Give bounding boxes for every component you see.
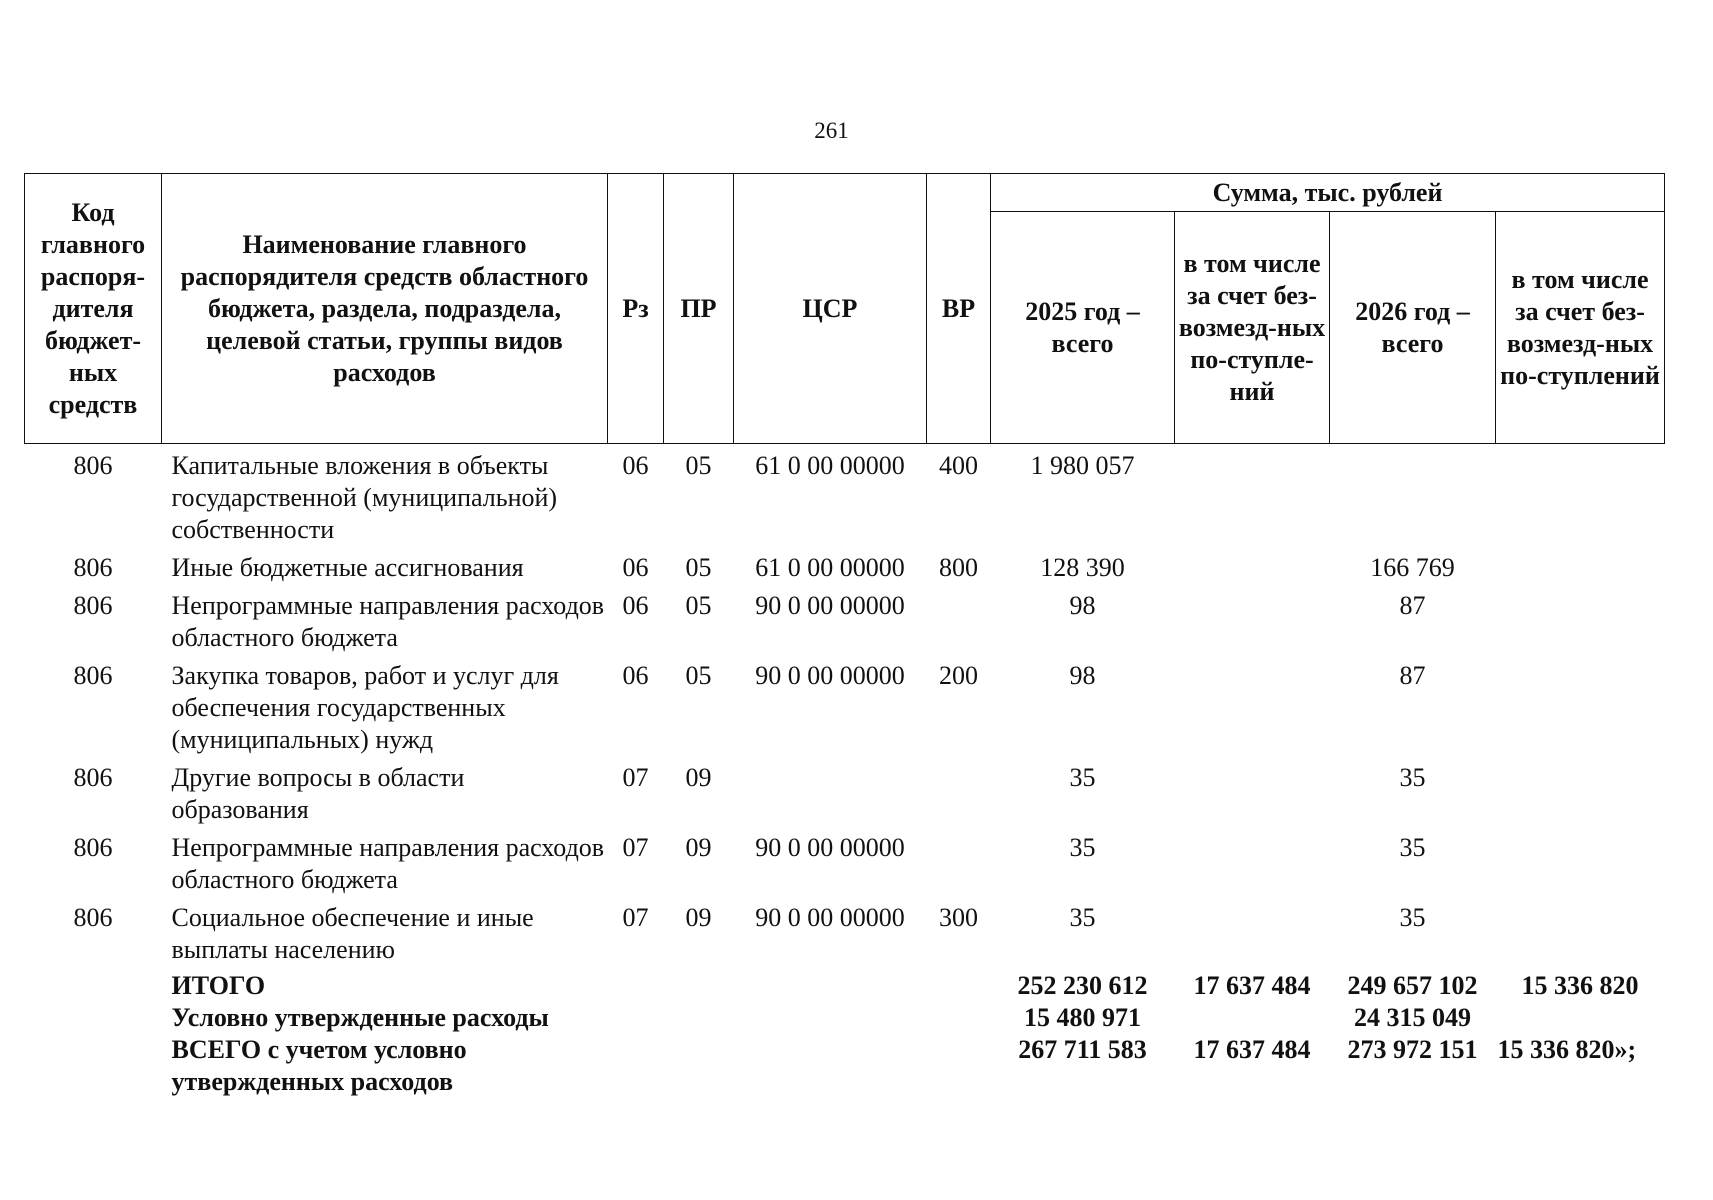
- cell-name: Другие вопросы в области образования: [171, 763, 465, 824]
- cell-2025-gratis: [1175, 760, 1330, 830]
- cell-2026-total: 35: [1399, 833, 1426, 862]
- header-sum-group: Сумма, тыс. рублей: [991, 174, 1665, 212]
- cell-code: 806: [73, 451, 113, 480]
- cell-2026-total: 166 769: [1370, 553, 1455, 582]
- cell-name: Капитальные вложения в объекты государственной (муниципальной) собственности: [171, 451, 558, 544]
- cell-code: 806: [73, 833, 113, 862]
- cell-2026-gratis: [1496, 830, 1665, 900]
- cell-rz: 06: [622, 553, 649, 582]
- table-row: [25, 550, 1665, 588]
- cell-rz: 06: [622, 591, 649, 620]
- cell-code: 806: [73, 661, 113, 690]
- cell-2025-gratis: [1175, 588, 1330, 658]
- header-2025-total: 2025 год – всего: [991, 212, 1175, 444]
- cell-vr: 300: [939, 903, 978, 932]
- cell-2025-total: 35: [1069, 903, 1096, 932]
- cell-vr: 400: [939, 451, 978, 480]
- header-csr: ЦСР: [734, 174, 927, 444]
- total-label: ВСЕГО с учетом условно утвержденных расходов: [171, 1035, 467, 1096]
- cell-2025-total: 98: [1069, 661, 1096, 690]
- cell-2025-total: 128 390: [1040, 553, 1125, 582]
- total-label: Условно утвержденные расходы: [171, 1003, 549, 1032]
- cell-rz: 07: [622, 833, 649, 862]
- cell-code: 806: [73, 903, 113, 932]
- cell-csr: 61 0 00 00000: [755, 553, 905, 582]
- table-row: [25, 444, 1665, 551]
- page-number: 261: [814, 118, 849, 143]
- header-vr: ВР: [927, 174, 991, 444]
- cell-vr: [927, 760, 991, 830]
- cell-2026-gratis: [1496, 900, 1665, 970]
- cell-name: Непрограммные направления расходов областного бюджета: [171, 591, 605, 652]
- cell-2026-total: 35: [1399, 903, 1426, 932]
- cell-2025-gratis: [1175, 900, 1330, 970]
- cell-2026-total: 87: [1399, 591, 1426, 620]
- total-2026: 273 972 151: [1347, 1035, 1478, 1064]
- total-2025-gratis: [1175, 1002, 1330, 1034]
- table-row: [25, 760, 1665, 830]
- cell-2025-gratis: [1175, 658, 1330, 760]
- cell-csr: [734, 760, 927, 830]
- cell-vr: [927, 588, 991, 658]
- cell-pr: 05: [685, 661, 712, 690]
- cell-2026-total: 87: [1399, 661, 1426, 690]
- cell-name: Социальное обеспечение и иные выплаты населению: [171, 903, 534, 964]
- total-2026-gratis: 15 336 820: [1521, 971, 1639, 1000]
- cell-csr: 90 0 00 00000: [755, 833, 905, 862]
- total-label: ИТОГО: [171, 971, 266, 1000]
- cell-2026-gratis: [1496, 588, 1665, 658]
- total-2026: 249 657 102: [1347, 971, 1478, 1000]
- cell-pr: 09: [685, 903, 712, 932]
- cell-name: Закупка товаров, работ и услуг для обеспечения государственных (муниципальных) нужд: [171, 661, 559, 754]
- budget-table: [24, 173, 1665, 1098]
- table-row: [25, 830, 1665, 900]
- total-2025: 15 480 971: [1024, 1003, 1141, 1032]
- total-2025: 252 230 612: [1017, 971, 1148, 1000]
- cell-csr: 61 0 00 00000: [755, 451, 905, 480]
- cell-vr: 800: [939, 553, 978, 582]
- header-2025-gratis: в том числе за счет без-возмезд-ных по-ступле-ний: [1175, 212, 1330, 444]
- cell-rz: 07: [622, 903, 649, 932]
- cell-pr: 05: [685, 553, 712, 582]
- table-row: [25, 900, 1665, 970]
- total-2026-gratis: [1496, 1002, 1665, 1034]
- cell-csr: 90 0 00 00000: [755, 661, 905, 690]
- cell-vr: [927, 830, 991, 900]
- cell-2025-total: 1 980 057: [1030, 451, 1135, 480]
- header-rz: Рз: [608, 174, 664, 444]
- cell-pr: 09: [685, 763, 712, 792]
- cell-2025-gratis: [1175, 444, 1330, 551]
- cell-2026-gratis: [1496, 658, 1665, 760]
- table-row: [25, 588, 1665, 658]
- cell-code: 806: [73, 763, 113, 792]
- cell-2025-total: 35: [1069, 833, 1096, 862]
- cell-name: Непрограммные направления расходов областного бюджета: [171, 833, 605, 894]
- total-row-conditional: [25, 1002, 1665, 1034]
- header-2026-gratis: в том числе за счет без-возмезд-ных по-ступлений: [1496, 212, 1665, 444]
- cell-2026-gratis: [1496, 760, 1665, 830]
- cell-code: 806: [73, 553, 113, 582]
- cell-pr: 05: [685, 451, 712, 480]
- header-2026-total: 2026 год – всего: [1330, 212, 1496, 444]
- total-row-itogo: [25, 970, 1665, 1002]
- total-2025-gratis: 17 637 484: [1193, 1035, 1311, 1064]
- header-pr: ПР: [664, 174, 734, 444]
- total-2025: 267 711 583: [1018, 1035, 1147, 1064]
- total-row-grand: [25, 1034, 1665, 1098]
- cell-2026-total: [1330, 444, 1496, 551]
- cell-rz: 06: [622, 451, 649, 480]
- cell-pr: 05: [685, 591, 712, 620]
- cell-2025-total: 35: [1069, 763, 1096, 792]
- total-2026: 24 315 049: [1354, 1003, 1471, 1032]
- cell-rz: 07: [622, 763, 649, 792]
- cell-2026-gratis: [1496, 550, 1665, 588]
- cell-2026-total: 35: [1399, 763, 1426, 792]
- cell-csr: 90 0 00 00000: [755, 591, 905, 620]
- cell-rz: 06: [622, 661, 649, 690]
- cell-name: Иные бюджетные ассигнования: [171, 553, 524, 582]
- table-row: [25, 658, 1665, 760]
- cell-2025-gratis: [1175, 550, 1330, 588]
- cell-2025-gratis: [1175, 830, 1330, 900]
- total-2026-gratis: 15 336 820»;: [1497, 1035, 1637, 1064]
- header-code: Код главного распоря-дителя бюджет-ных средств: [25, 174, 162, 444]
- total-2025-gratis: 17 637 484: [1193, 971, 1311, 1000]
- header-name: Наименование главного распорядителя средств областного бюджета, раздела, подраздела, целевой статьи, группы видов расходов: [162, 174, 608, 444]
- cell-code: 806: [73, 591, 113, 620]
- cell-vr: 200: [939, 661, 978, 690]
- cell-csr: 90 0 00 00000: [755, 903, 905, 932]
- cell-2025-total: 98: [1069, 591, 1096, 620]
- cell-pr: 09: [685, 833, 712, 862]
- cell-2026-gratis: [1496, 444, 1665, 551]
